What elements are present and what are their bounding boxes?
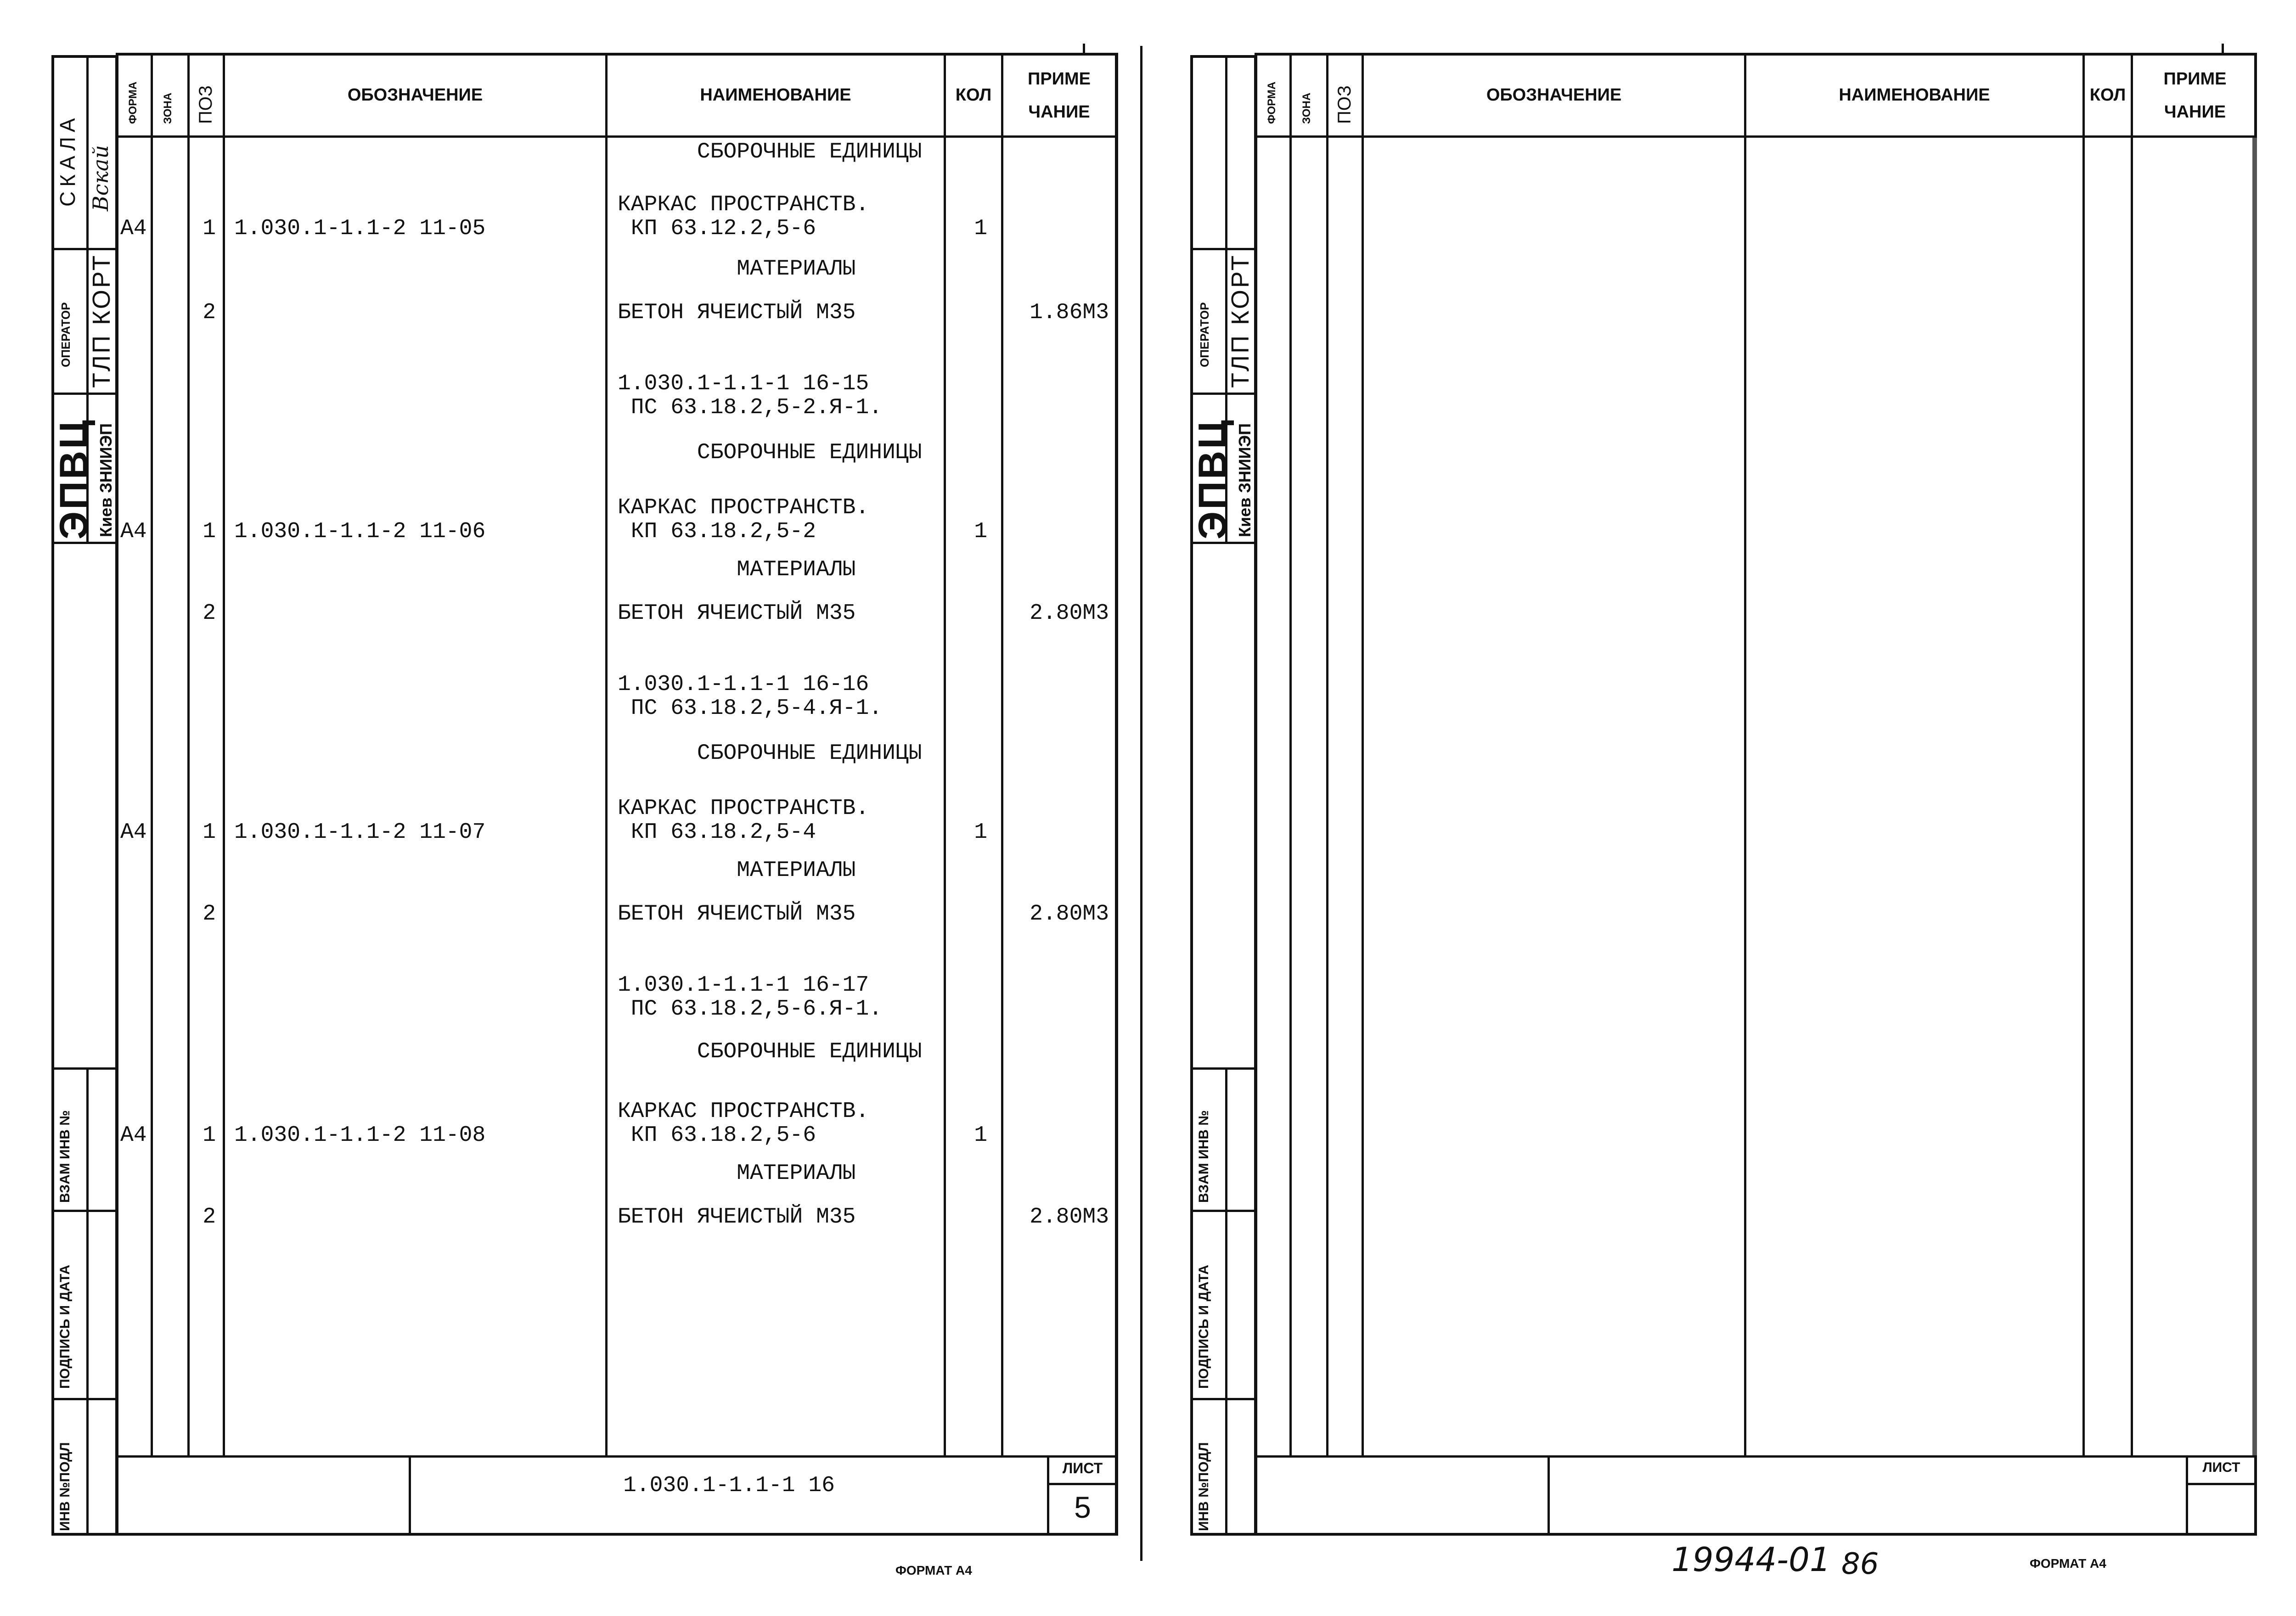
row-pos: 1 — [203, 216, 216, 241]
r-stamp-epvc: ЭПВЦ — [1191, 418, 1235, 539]
row-fmt: А4 — [120, 216, 147, 241]
col-note-header — [1003, 55, 1115, 135]
row-name: 1.030.1-1.1-1 16-15 ПС 63.18.2,5-2.Я-1. — [618, 371, 883, 420]
r-col-note-header-line1: ПРИМЕ — [2163, 69, 2227, 89]
stamp-operator: ОПЕРАТОР — [59, 302, 73, 367]
row-note: 2.80М3 — [1030, 1205, 1109, 1229]
sheet-number: 5 — [1074, 1490, 1091, 1524]
row-fmt: А4 — [120, 1123, 147, 1148]
r-stamp-kiev: Киев ЗНИИЭП — [1235, 423, 1254, 537]
row-name: СБОРОЧНЫЕ ЕДИНИЦЫ — [618, 1039, 922, 1064]
r-stamp-inv-podl: ИНВ №ПОДЛ — [1196, 1442, 1211, 1531]
r-col-note-header-line2: ЧАНИЕ — [2164, 102, 2226, 122]
row-pos: 1 — [203, 820, 216, 845]
row-pos: 2 — [203, 601, 216, 626]
row-name: КАРКАС ПРОСТРАНСТВ. КП 63.18.2,5-4 — [618, 796, 869, 845]
stamp-kiev: Киев ЗНИИЭП — [96, 423, 115, 537]
r-sheet-label: ЛИСТ — [2202, 1460, 2240, 1475]
row-name: 1.030.1-1.1-1 16-17 ПС 63.18.2,5-6.Я-1. — [618, 973, 883, 1021]
stamp-signature: Вскай — [88, 145, 113, 211]
row-name: СБОРОЧНЫЕ ЕДИНИЦЫ — [618, 140, 922, 164]
stamp-epvc: ЭПВЦ — [52, 418, 96, 539]
r-col-format-header: ФОРМА — [1266, 81, 1278, 124]
r-col-designation-header: ОБОЗНАЧЕНИЕ — [1486, 85, 1622, 105]
r-stamp-vzam-inv: ВЗАМ ИНВ № — [1196, 1110, 1211, 1203]
row-name: СБОРОЧНЫЕ ЕДИНИЦЫ — [618, 741, 922, 766]
row-name: МАТЕРИАЛЫ — [618, 858, 856, 883]
format-label-left: ФОРМАТ А4 — [895, 1563, 972, 1577]
r-stamp-podpis-data: ПОДПИСЬ И ДАТА — [1196, 1264, 1211, 1389]
col-note-header-line2: ЧАНИЕ — [1028, 102, 1090, 122]
row-name: КАРКАС ПРОСТРАНСТВ. КП 63.12.2,5-6 — [618, 192, 869, 241]
row-name: КАРКАС ПРОСТРАНСТВ. КП 63.18.2,5-2 — [618, 495, 869, 544]
page-separator — [1140, 46, 1142, 1561]
r-col-pos-header: ПОЗ — [1334, 85, 1355, 124]
row-qty: 1 — [974, 216, 987, 241]
row-fmt: А4 — [120, 519, 147, 544]
row-des: 1.030.1-1.1-2 11-06 — [234, 519, 486, 544]
col-qty-header: КОЛ — [955, 85, 992, 105]
row-name: БЕТОН ЯЧЕИСТЫЙ М35 — [618, 601, 856, 626]
row-name: МАТЕРИАЛЫ — [618, 557, 856, 582]
row-fmt: А4 — [120, 820, 147, 845]
stamp-tlp-kort: ТЛП КОРТ — [88, 253, 115, 388]
right-spec-table — [1255, 53, 2257, 1536]
row-pos: 2 — [203, 300, 216, 325]
row-name: БЕТОН ЯЧЕИСТЫЙ М35 — [618, 902, 856, 926]
r-col-zone-header: ЗОНА — [1300, 92, 1313, 124]
row-qty: 1 — [974, 519, 987, 544]
row-pos: 1 — [203, 519, 216, 544]
row-note: 1.86М3 — [1030, 300, 1109, 325]
row-note: 2.80М3 — [1030, 902, 1109, 926]
sheet-label: ЛИСТ — [1062, 1460, 1103, 1476]
stamp-podpis-data: ПОДПИСЬ И ДАТА — [57, 1264, 73, 1389]
r-stamp-operator: ОПЕРАТОР — [1198, 302, 1211, 367]
col-pos-header: ПОЗ — [196, 85, 216, 124]
handwritten-page: 86 — [1841, 1547, 1879, 1581]
row-pos: 2 — [203, 1205, 216, 1229]
row-name: МАТЕРИАЛЫ — [618, 1161, 856, 1186]
row-name: БЕТОН ЯЧЕИСТЫЙ М35 — [618, 1205, 856, 1229]
row-qty: 1 — [974, 820, 987, 845]
col-note-header-line1: ПРИМЕ — [1028, 69, 1091, 89]
row-pos: 1 — [203, 1123, 216, 1148]
row-des: 1.030.1-1.1-2 11-08 — [234, 1123, 486, 1148]
row-name: 1.030.1-1.1-1 16-16 ПС 63.18.2,5-4.Я-1. — [618, 672, 883, 721]
row-note: 2.80М3 — [1030, 601, 1109, 626]
stamp-skala: СКАЛА — [56, 113, 79, 207]
r-col-qty-header: КОЛ — [2089, 85, 2126, 105]
row-name: КАРКАС ПРОСТРАНСТВ. КП 63.18.2,5-6 — [618, 1099, 869, 1148]
row-pos: 2 — [203, 902, 216, 926]
row-name: МАТЕРИАЛЫ — [618, 257, 856, 281]
handwritten-code: 19944-01 — [1671, 1540, 1831, 1579]
row-name: БЕТОН ЯЧЕИСТЫЙ М35 — [618, 300, 856, 325]
scan-edge-shadow — [2252, 138, 2257, 1455]
stamp-vzam-inv: ВЗАМ ИНВ № — [57, 1110, 73, 1203]
doc-code: 1.030.1-1.1-1 16 — [623, 1473, 835, 1498]
row-name: СБОРОЧНЫЕ ЕДИНИЦЫ — [618, 440, 922, 465]
col-designation-header: ОБОЗНАЧЕНИЕ — [347, 85, 483, 105]
row-des: 1.030.1-1.1-2 11-07 — [234, 820, 486, 845]
r-col-note-header — [2133, 55, 2257, 135]
row-des: 1.030.1-1.1-2 11-05 — [234, 216, 486, 241]
format-label-right: ФОРМАТ А4 — [2030, 1556, 2106, 1571]
stamp-inv-podl: ИНВ №ПОДЛ — [57, 1442, 73, 1531]
col-name-header: НАИМЕНОВАНИЕ — [700, 85, 851, 105]
r-col-name-header: НАИМЕНОВАНИЕ — [1839, 85, 1990, 105]
r-stamp-tlp-kort: ТЛП КОРТ — [1227, 253, 1254, 388]
col-format-header: ФОРМА — [127, 81, 139, 124]
row-qty: 1 — [974, 1123, 987, 1148]
col-zone-header: ЗОНА — [162, 92, 174, 124]
left-spec-table — [116, 53, 1118, 1536]
